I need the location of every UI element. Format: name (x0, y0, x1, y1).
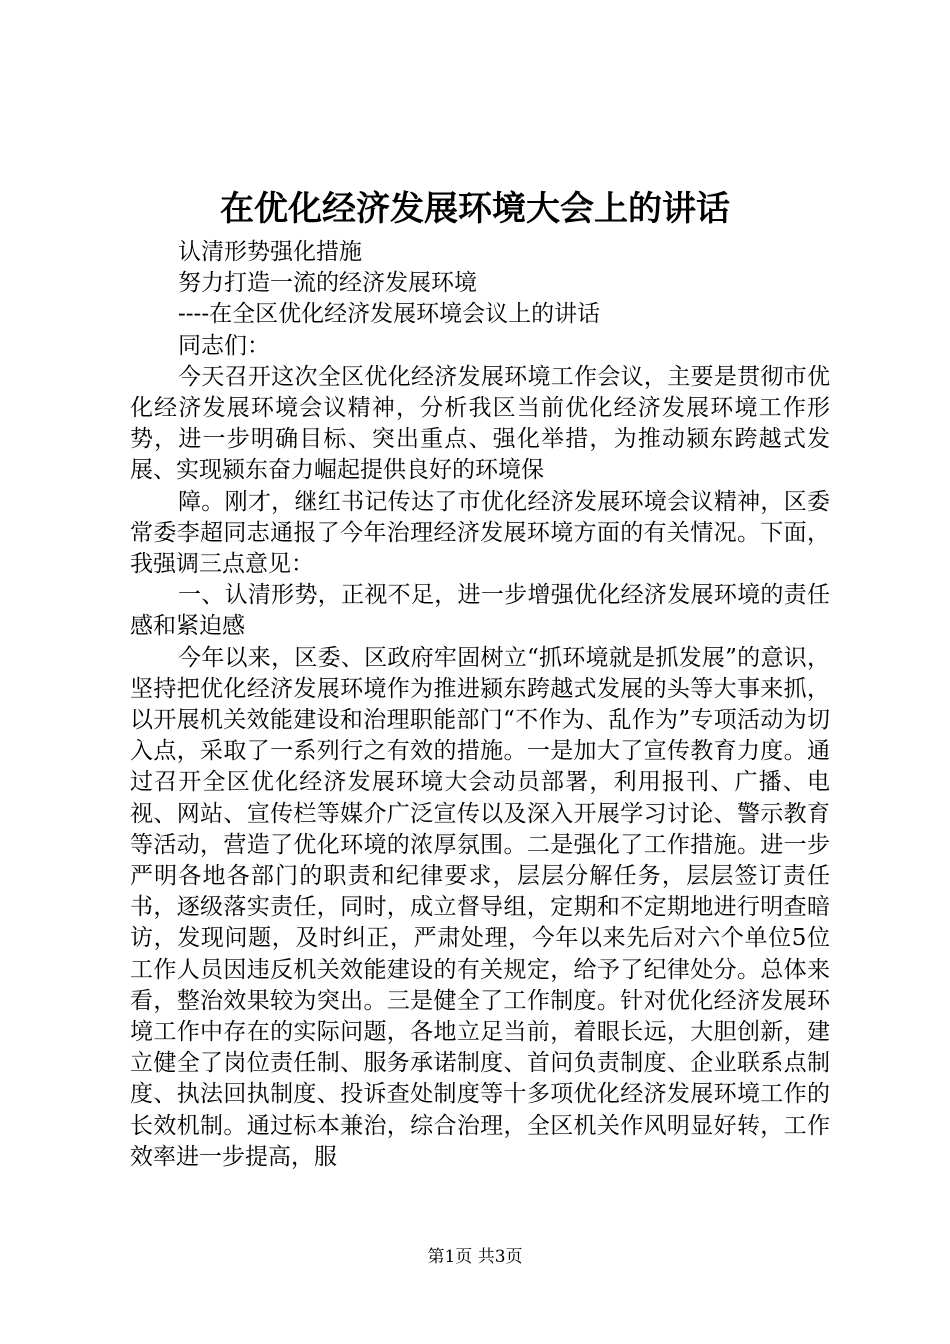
section-heading-1: 一、认清形势，正视不足，进一步增强优化经济发展环境的责任感和紧迫感 (130, 582, 830, 640)
subtitle-line-2: 努力打造一流的经济发展环境 (178, 270, 477, 297)
subtitle-line-3: ----在全区优化经济发展环境会议上的讲话 (178, 301, 601, 328)
paragraph-opening: 今天召开这次全区优化经济发展环境工作会议，主要是贯彻市优化经济发展环境会议精神，分析我区当前优化经济发展环境工作形势，进一步明确目标、突出重点、强化举措，为推动颍东跨越式发展、实现颍东奋力崛起提供良好的环境保 (130, 363, 830, 484)
salutation: 同志们： (178, 332, 270, 359)
document-title: 在优化经济发展环境大会上的讲话 (220, 189, 730, 229)
paragraph-briefing: 障。刚才，继红书记传达了市优化经济发展环境会议精神，区委常委李超同志通报了今年治理经济发展环境方面的有关情况。下面，我强调三点意见： (130, 488, 830, 578)
document-body (130, 237, 830, 1173)
page-number-footer: 第1页 共3页 (427, 1247, 523, 1267)
paragraph-achievements: 今年以来，区委、区政府牢固树立“抓环境就是抓发展”的意识，坚持把优化经济发展环境作为推进颍东跨越式发展的头等大事来抓，以开展机关效能建设和治理职能部门“不作为、乱作为”专项活动为切入点，采取了一系列行之有效的措施。一是加大了宣传教育力度。通过召开全区优化经济发展环境大会动员部署，利用报刊、广播、电视、网站、宣传栏等媒介广泛宣传以及深入开展学习讨论、警示教育等活动，营造了优化环境的浓厚氛围。二是强化了工作措施。进一步严明各地各部门的职责和纪律要求，层层分解任务，层层签订责任书，逐级落实责任，同时，成立督导组，定期和不定期地进行明查暗访，发现问题，及时纠正，严肃处理，今年以来先后对六个单位5位工作人员因违反机关效能建设的有关规定，给予了纪律处分。总体来看，整治效果较为突出。三是健全了工作制度。针对优化经济发展环境工作中存在的实际问题，各地立足当前，着眼长远，大胆创新，建立健全了岗位责任制、服务承诺制度、首问负责制度、企业联系点制度、执法回执制度、投诉查处制度等十多项优化经济发展环境工作的长效机制。通过标本兼治，综合治理，全区机关作风明显好转，工作效率进一步提高，服 (130, 644, 830, 1170)
subtitle-line-1: 认清形势强化措施 (178, 239, 362, 265)
